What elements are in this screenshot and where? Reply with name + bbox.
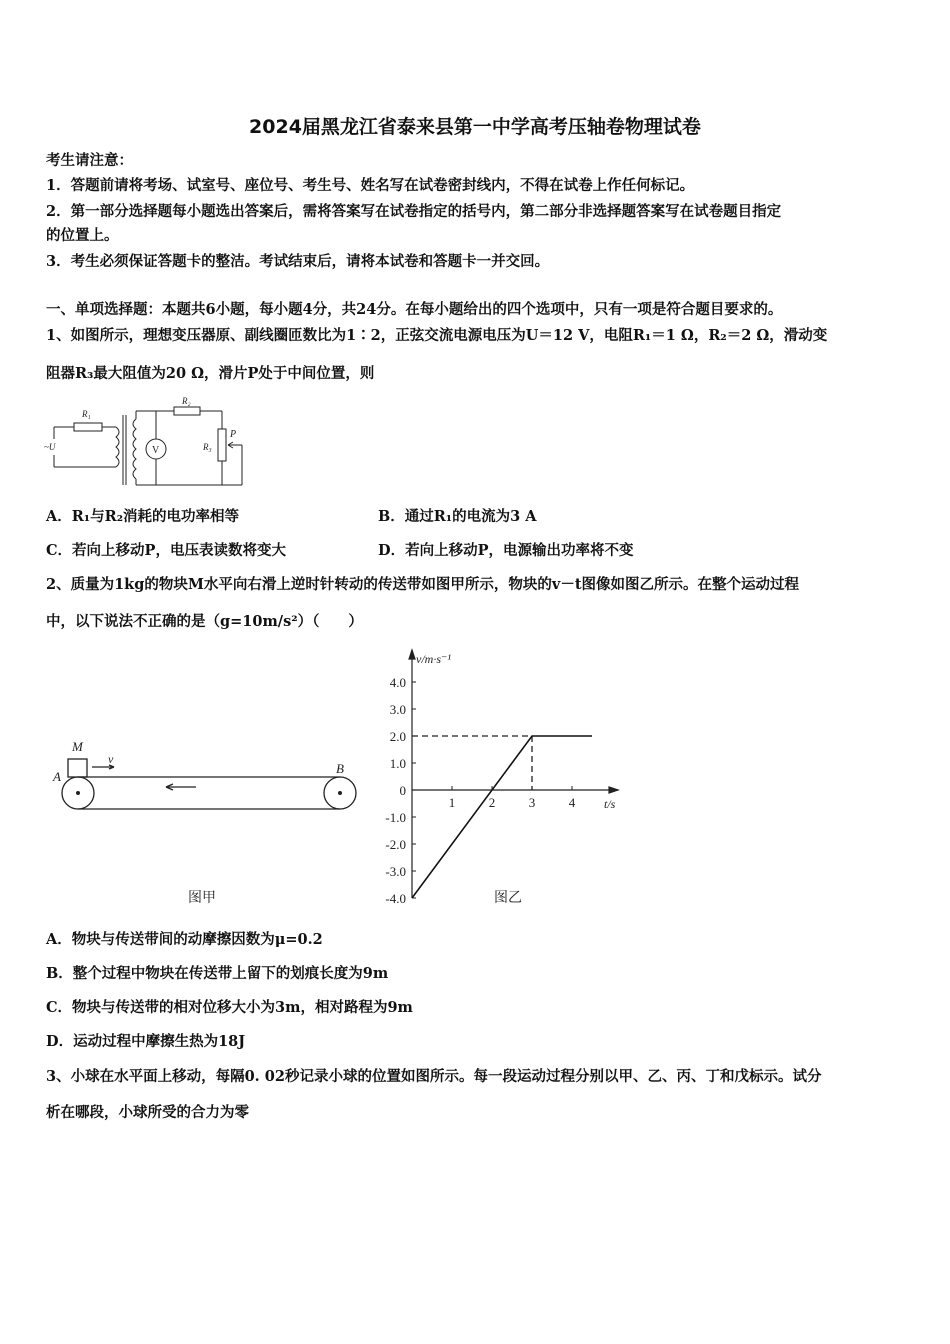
r3-label: R₃ <box>203 442 212 452</box>
q1-option-a: A．R₁与R₂消耗的电功率相等 <box>46 508 240 525</box>
y-tick-label: 3.0 <box>389 702 406 717</box>
y-tick-label: -1.0 <box>385 810 406 825</box>
q2-vt-chart <box>370 645 640 910</box>
section-heading: 一、单项选择题：本题共6小题，每小题4分，共24分。在每小题给出的四个选项中，只有一项是符合题目要求的。 <box>46 301 783 318</box>
y-tick-label: -4.0 <box>385 891 406 906</box>
r2-label: R₂ <box>182 396 191 406</box>
q1-stem-line: 阻器R₃最大阻值为20 Ω，滑片P处于中间位置，则 <box>46 365 375 382</box>
q1-option-b: B．通过R₁的电流为3 A <box>378 508 537 525</box>
notice-item: 2．第一部分选择题每小题选出答案后，需将答案写在试卷指定的括号内，第二部分非选择题答案写在试卷题目指定 <box>46 203 782 220</box>
y-axis-label: v/m·s⁻¹ <box>416 652 451 666</box>
voltmeter-label: V <box>152 445 160 456</box>
r1-label: R₁ <box>82 409 91 419</box>
point-a-label: A <box>53 769 61 784</box>
page-title: 2024届黑龙江省泰来县第一中学高考压轴卷物理试卷 <box>249 116 701 138</box>
y-tick-label: 0 <box>399 783 406 798</box>
q2-stem-line: 中，以下说法不正确的是（g=10m/s²）（ ） <box>46 613 363 630</box>
notice-item: 3．考生必须保证答题卡的整洁。考试结束后，请将本试卷和答题卡一并交回。 <box>46 253 550 270</box>
point-b-label: B <box>336 761 344 776</box>
q3-stem-line: 3、小球在水平面上移动，每隔0. 02秒记录小球的位置如图所示。每一段运动过程分别以甲、乙、丙、丁和戊标示。试分 <box>46 1068 822 1085</box>
q2-option-d: D．运动过程中摩擦生热为18J <box>46 1033 246 1050</box>
q2-figure-belt <box>48 735 368 910</box>
velocity-label: v <box>108 752 114 766</box>
y-tick-label: 4.0 <box>389 675 406 690</box>
r1-resistor <box>74 423 102 431</box>
q2-stem-line: 2、质量为1kg的物块M水平向右滑上逆时针转动的传送带如图甲所示，物块的v－t图像如图乙所示。在整个运动过程 <box>46 576 800 593</box>
r2-resistor <box>174 407 200 415</box>
notice-heading: 考生请注意： <box>46 152 133 169</box>
y-tick-label: 1.0 <box>389 756 406 771</box>
block-m <box>68 759 87 777</box>
q2-option-a: A．物块与传送带间的动摩擦因数为μ=0.2 <box>46 931 323 948</box>
block-m-label: M <box>72 739 83 754</box>
source-label: ~U <box>44 442 56 452</box>
x-tick-label: 3 <box>528 795 536 810</box>
q1-option-d: D．若向上移动P，电源输出功率将不变 <box>378 542 634 559</box>
q2-option-c: C．物块与传送带的相对位移大小为3m，相对路程为9m <box>46 999 413 1016</box>
figure-a-caption: 图甲 <box>188 891 216 906</box>
x-tick-label: 1 <box>448 795 456 810</box>
q3-stem-line: 析在哪段，小球所受的合力为零 <box>46 1104 249 1121</box>
r3-rheostat <box>218 429 226 461</box>
y-tick-label: -2.0 <box>385 837 406 852</box>
x-tick-label: 4 <box>568 795 576 810</box>
q1-circuit-diagram <box>44 395 254 495</box>
notice-item: 的位置上。 <box>46 227 119 244</box>
x-tick-label: 2 <box>488 795 496 810</box>
y-tick-label: -3.0 <box>385 864 406 879</box>
q1-option-c: C．若向上移动P，电压表读数将变大 <box>46 542 286 559</box>
q1-stem-line: 1、如图所示，理想变压器原、副线圈匝数比为1∶2，正弦交流电源电压为U＝12 V，电阻R₁＝1 Ω，R₂＝2 Ω，滑动变 <box>46 327 828 344</box>
notice-item: 1．答题前请将考场、试室号、座位号、考生号、姓名写在试卷密封线内，不得在试卷上作任何标记。 <box>46 177 695 194</box>
q2-option-b: B．整个过程中物块在传送带上留下的划痕长度为9m <box>46 965 389 982</box>
p-label: P <box>230 429 237 440</box>
series-line-v <box>412 736 592 898</box>
y-tick-label: 2.0 <box>389 729 406 744</box>
x-axis-label: t/s <box>604 797 616 811</box>
figure-b-caption: 图乙 <box>494 891 522 906</box>
